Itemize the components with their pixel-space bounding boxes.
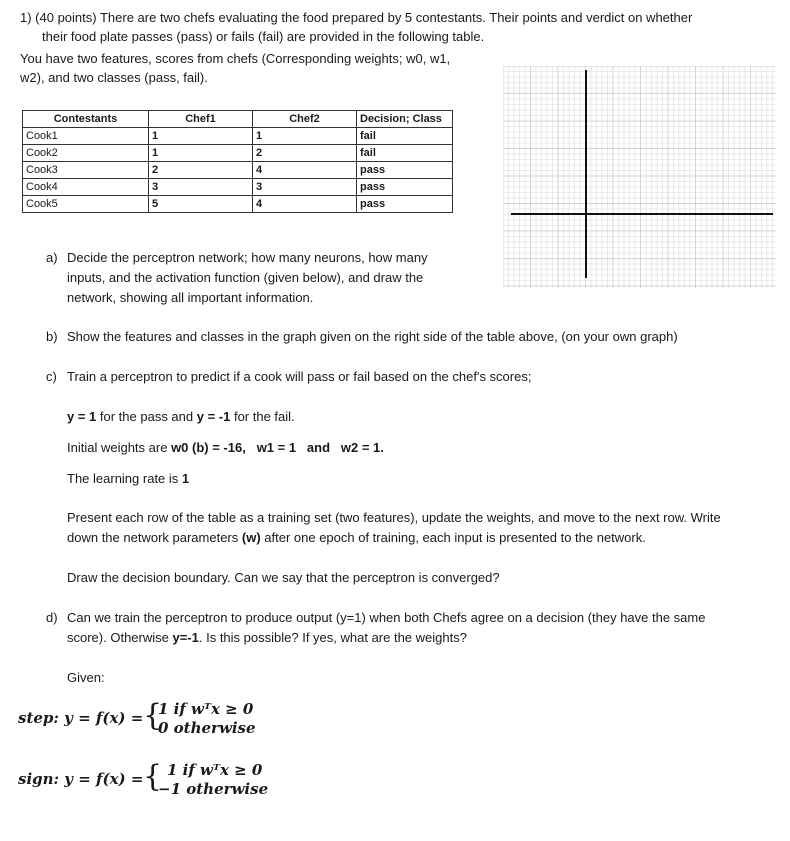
cell-chef2: 4 (253, 162, 357, 179)
question-line-2: their food plate passes (pass) or fails (fail) are provided in the following table. (42, 29, 485, 44)
cell-chef2: 4 (253, 196, 357, 213)
part-c-y-definition (67, 407, 295, 427)
lr-value: 1 (181, 471, 190, 486)
part-d-line-2 (67, 628, 705, 648)
w0-value: w0 (b) = -16, (171, 440, 246, 455)
part-c-label: c) (46, 369, 57, 384)
cell-contestant: Cook5 (23, 196, 149, 213)
part-a-line-2: inputs, and the activation function (given below), and draw the (67, 270, 424, 285)
step-case-1: 1 if wᵀx ≥ 0 (158, 700, 254, 718)
initial-weights (67, 438, 384, 458)
header-decision: Decision; Class (357, 111, 453, 128)
y-pass-suffix: for the pass and (96, 409, 197, 424)
cell-chef1: 5 (149, 196, 253, 213)
cell-class: pass (357, 196, 453, 213)
present-line-2-suffix: after one epoch of training, each input is presented to the network. (260, 530, 646, 545)
grid-lines (503, 66, 776, 288)
w1-value: w1 = 1 (256, 440, 297, 455)
sign-brace: { (143, 759, 163, 794)
lr-prefix: The learning rate is (67, 471, 182, 486)
part-d-line-1: Can we train the perceptron to produce output (y=1) when both Chefs agree on a decision (they have the same (67, 610, 706, 625)
present-line-2-prefix: down the network parameters (67, 530, 242, 545)
and-word: and (306, 440, 331, 455)
present-line-2-bold: (w) (241, 530, 261, 545)
features-line-1: You have two features, scores from chefs (Corresponding weights; w0, w1, (20, 51, 451, 66)
part-a-line-3: network, showing all important information. (67, 290, 314, 305)
sign-cases (158, 761, 268, 799)
table-row (23, 196, 453, 213)
header-chef2: Chef2 (253, 111, 357, 128)
cell-class: pass (357, 162, 453, 179)
y-pass: y = 1 (67, 409, 97, 424)
part-b-label: b) (46, 329, 58, 344)
cell-chef2: 2 (253, 145, 357, 162)
table-header-row (23, 111, 453, 128)
part-b-text: Show the features and classes in the graph given on the right side of the table above, (on your own graph) (67, 329, 678, 344)
cell-chef2: 3 (253, 179, 357, 196)
y-fail: y = -1 (196, 409, 231, 424)
header-chef1: Chef1 (149, 111, 253, 128)
cell-contestant: Cook4 (23, 179, 149, 196)
given-label: Given: (67, 670, 105, 685)
table-row (23, 179, 453, 196)
part-c (46, 367, 531, 387)
step-case-2: 0 otherwise (158, 719, 256, 737)
sign-lhs: sign: y = f(x) = (18, 770, 144, 788)
question-line-1: 1) (40 points) There are two chefs evaluating the food prepared by 5 contestants. Their points and verdict on whether (20, 10, 693, 25)
part-a-label: a) (46, 250, 58, 265)
cell-contestant: Cook1 (23, 128, 149, 145)
part-d-line-2-b: y=-1 (172, 630, 199, 645)
draw-boundary-text: Draw the decision boundary. Can we say that the perceptron is converged? (67, 570, 500, 585)
sign-case-1: 1 if wᵀx ≥ 0 (167, 761, 263, 779)
part-a-line-1: Decide the perceptron network; how many neurons, how many (67, 250, 428, 265)
features-line-2: w2), and two classes (pass, fail). (20, 70, 208, 85)
cell-chef2: 1 (253, 128, 357, 145)
present-line-2 (67, 528, 721, 548)
learning-rate (67, 469, 189, 489)
present-instructions (67, 508, 721, 548)
cell-contestant: Cook3 (23, 162, 149, 179)
cell-contestant: Cook2 (23, 145, 149, 162)
step-lhs: step: y = f(x) = (18, 709, 144, 727)
part-d-line-2-c: . Is this possible? If yes, what are the weights? (198, 630, 467, 645)
cell-chef1: 2 (149, 162, 253, 179)
step-brace: { (143, 698, 163, 733)
step-cases (158, 700, 256, 738)
table-row (23, 145, 453, 162)
table-row (23, 128, 453, 145)
table-row (23, 162, 453, 179)
part-a (46, 248, 428, 308)
y-fail-suffix: for the fail. (230, 409, 295, 424)
w2-value: w2 = 1. (340, 440, 384, 455)
scores-table (22, 110, 453, 213)
cell-chef1: 1 (149, 145, 253, 162)
part-d-label: d) (46, 610, 58, 625)
sign-case-2: −1 otherwise (158, 780, 269, 798)
blank-graph-grid (503, 66, 776, 288)
cell-chef1: 1 (149, 128, 253, 145)
cell-class: fail (357, 128, 453, 145)
header-contestants: Contestants (23, 111, 149, 128)
init-prefix: Initial weights are (67, 440, 172, 455)
part-d-line-2-a: score). Otherwise (67, 630, 173, 645)
cell-chef1: 3 (149, 179, 253, 196)
question-text (20, 8, 790, 46)
part-b (46, 327, 678, 347)
present-line-1: Present each row of the table as a training set (two features), update the weights, and move to the next row. Write (67, 510, 721, 525)
features-text (20, 49, 450, 87)
part-d (46, 608, 705, 648)
cell-class: pass (357, 179, 453, 196)
part-c-text: Train a perceptron to predict if a cook will pass or fail based on the chef's scores; (67, 369, 532, 384)
cell-class: fail (357, 145, 453, 162)
